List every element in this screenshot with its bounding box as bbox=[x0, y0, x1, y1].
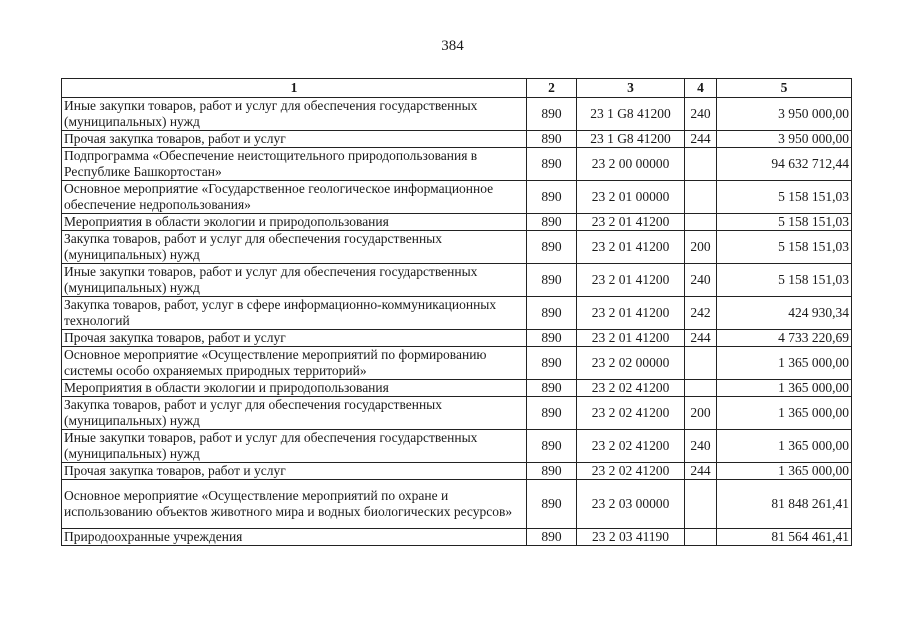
header-col-3: 3 bbox=[577, 79, 685, 98]
row-amount-cell: 5 158 151,03 bbox=[717, 231, 852, 264]
row-type-cell bbox=[685, 347, 717, 380]
row-type-cell: 244 bbox=[685, 131, 717, 148]
row-name-cell: Основное мероприятие «Государственное геологическое информационное обеспечение недропользования» bbox=[62, 181, 527, 214]
row-type-cell: 240 bbox=[685, 98, 717, 131]
row-type-cell: 240 bbox=[685, 430, 717, 463]
row-amount-cell: 3 950 000,00 bbox=[717, 131, 852, 148]
row-classifier-cell: 23 2 00 00000 bbox=[577, 148, 685, 181]
row-classifier-cell: 23 2 01 41200 bbox=[577, 231, 685, 264]
row-type-cell bbox=[685, 380, 717, 397]
row-name-cell: Основное мероприятие «Осуществление мероприятий по охране и использованию объектов животного мира и водных биологических ресурсов» bbox=[62, 480, 527, 529]
row-name-cell: Закупка товаров, работ и услуг для обеспечения государственных (муниципальных) нужд bbox=[62, 231, 527, 264]
row-code-cell: 890 bbox=[527, 529, 577, 546]
row-code-cell: 890 bbox=[527, 297, 577, 330]
table-row bbox=[62, 264, 852, 297]
row-type-cell: 242 bbox=[685, 297, 717, 330]
row-amount-cell: 81 848 261,41 bbox=[717, 480, 852, 529]
row-classifier-cell: 23 2 01 00000 bbox=[577, 181, 685, 214]
row-classifier-cell: 23 1 G8 41200 bbox=[577, 131, 685, 148]
row-type-cell: 244 bbox=[685, 330, 717, 347]
row-name-cell: Подпрограмма «Обеспечение неистощительного природопользования в Республике Башкортостан» bbox=[62, 148, 527, 181]
row-classifier-cell: 23 2 01 41200 bbox=[577, 330, 685, 347]
row-classifier-cell: 23 1 G8 41200 bbox=[577, 98, 685, 131]
row-classifier-cell: 23 2 02 00000 bbox=[577, 347, 685, 380]
table-row bbox=[62, 330, 852, 347]
header-col-1: 1 bbox=[62, 79, 527, 98]
budget-table bbox=[61, 78, 852, 546]
row-amount-cell: 1 365 000,00 bbox=[717, 347, 852, 380]
row-type-cell bbox=[685, 214, 717, 231]
row-amount-cell: 3 950 000,00 bbox=[717, 98, 852, 131]
table-row bbox=[62, 131, 852, 148]
row-name-cell: Прочая закупка товаров, работ и услуг bbox=[62, 330, 527, 347]
row-classifier-cell: 23 2 02 41200 bbox=[577, 397, 685, 430]
row-name-cell: Мероприятия в области экологии и природопользования bbox=[62, 380, 527, 397]
row-code-cell: 890 bbox=[527, 131, 577, 148]
row-code-cell: 890 bbox=[527, 98, 577, 131]
table-row bbox=[62, 231, 852, 264]
row-code-cell: 890 bbox=[527, 264, 577, 297]
row-code-cell: 890 bbox=[527, 148, 577, 181]
row-name-cell: Основное мероприятие «Осуществление мероприятий по формированию системы особо охраняемых природных территорий» bbox=[62, 347, 527, 380]
row-code-cell: 890 bbox=[527, 463, 577, 480]
header-row bbox=[62, 79, 852, 98]
table-row bbox=[62, 480, 852, 529]
row-amount-cell: 424 930,34 bbox=[717, 297, 852, 330]
row-code-cell: 890 bbox=[527, 181, 577, 214]
row-amount-cell: 1 365 000,00 bbox=[717, 380, 852, 397]
table-row bbox=[62, 98, 852, 131]
row-name-cell: Иные закупки товаров, работ и услуг для обеспечения государственных (муниципальных) нужд bbox=[62, 98, 527, 131]
row-name-cell: Иные закупки товаров, работ и услуг для обеспечения государственных (муниципальных) нужд bbox=[62, 430, 527, 463]
row-code-cell: 890 bbox=[527, 480, 577, 529]
row-amount-cell: 5 158 151,03 bbox=[717, 264, 852, 297]
row-code-cell: 890 bbox=[527, 430, 577, 463]
row-amount-cell: 81 564 461,41 bbox=[717, 529, 852, 546]
row-type-cell bbox=[685, 529, 717, 546]
row-code-cell: 890 bbox=[527, 347, 577, 380]
row-classifier-cell: 23 2 01 41200 bbox=[577, 264, 685, 297]
row-classifier-cell: 23 2 02 41200 bbox=[577, 430, 685, 463]
row-type-cell bbox=[685, 480, 717, 529]
row-amount-cell: 1 365 000,00 bbox=[717, 397, 852, 430]
row-type-cell bbox=[685, 148, 717, 181]
row-amount-cell: 4 733 220,69 bbox=[717, 330, 852, 347]
row-code-cell: 890 bbox=[527, 397, 577, 430]
table-row bbox=[62, 214, 852, 231]
page-number: 384 bbox=[441, 38, 464, 54]
row-name-cell: Прочая закупка товаров, работ и услуг bbox=[62, 463, 527, 480]
header-col-5: 5 bbox=[717, 79, 852, 98]
row-name-cell: Прочая закупка товаров, работ и услуг bbox=[62, 131, 527, 148]
table-row bbox=[62, 463, 852, 480]
table-row bbox=[62, 430, 852, 463]
table-row bbox=[62, 297, 852, 330]
row-classifier-cell: 23 2 01 41200 bbox=[577, 297, 685, 330]
row-classifier-cell: 23 2 02 41200 bbox=[577, 463, 685, 480]
row-code-cell: 890 bbox=[527, 330, 577, 347]
row-type-cell: 244 bbox=[685, 463, 717, 480]
table-row bbox=[62, 148, 852, 181]
header-col-2: 2 bbox=[527, 79, 577, 98]
row-name-cell: Природоохранные учреждения bbox=[62, 529, 527, 546]
row-type-cell: 200 bbox=[685, 231, 717, 264]
row-amount-cell: 5 158 151,03 bbox=[717, 214, 852, 231]
row-amount-cell: 94 632 712,44 bbox=[717, 148, 852, 181]
header-col-4: 4 bbox=[685, 79, 717, 98]
row-amount-cell: 5 158 151,03 bbox=[717, 181, 852, 214]
row-name-cell: Закупка товаров, работ и услуг для обеспечения государственных (муниципальных) нужд bbox=[62, 397, 527, 430]
row-classifier-cell: 23 2 02 41200 bbox=[577, 380, 685, 397]
table-row bbox=[62, 529, 852, 546]
row-name-cell: Иные закупки товаров, работ и услуг для обеспечения государственных (муниципальных) нужд bbox=[62, 264, 527, 297]
table-row bbox=[62, 347, 852, 380]
row-type-cell bbox=[685, 181, 717, 214]
row-type-cell: 240 bbox=[685, 264, 717, 297]
row-type-cell: 200 bbox=[685, 397, 717, 430]
row-code-cell: 890 bbox=[527, 380, 577, 397]
row-amount-cell: 1 365 000,00 bbox=[717, 430, 852, 463]
row-name-cell: Мероприятия в области экологии и природопользования bbox=[62, 214, 527, 231]
row-name-cell: Закупка товаров, работ, услуг в сфере информационно-коммуникационных технологий bbox=[62, 297, 527, 330]
row-code-cell: 890 bbox=[527, 231, 577, 264]
table-row bbox=[62, 181, 852, 214]
row-classifier-cell: 23 2 03 00000 bbox=[577, 480, 685, 529]
table-row bbox=[62, 397, 852, 430]
row-amount-cell: 1 365 000,00 bbox=[717, 463, 852, 480]
row-classifier-cell: 23 2 03 41190 bbox=[577, 529, 685, 546]
row-classifier-cell: 23 2 01 41200 bbox=[577, 214, 685, 231]
row-code-cell: 890 bbox=[527, 214, 577, 231]
table-row bbox=[62, 380, 852, 397]
